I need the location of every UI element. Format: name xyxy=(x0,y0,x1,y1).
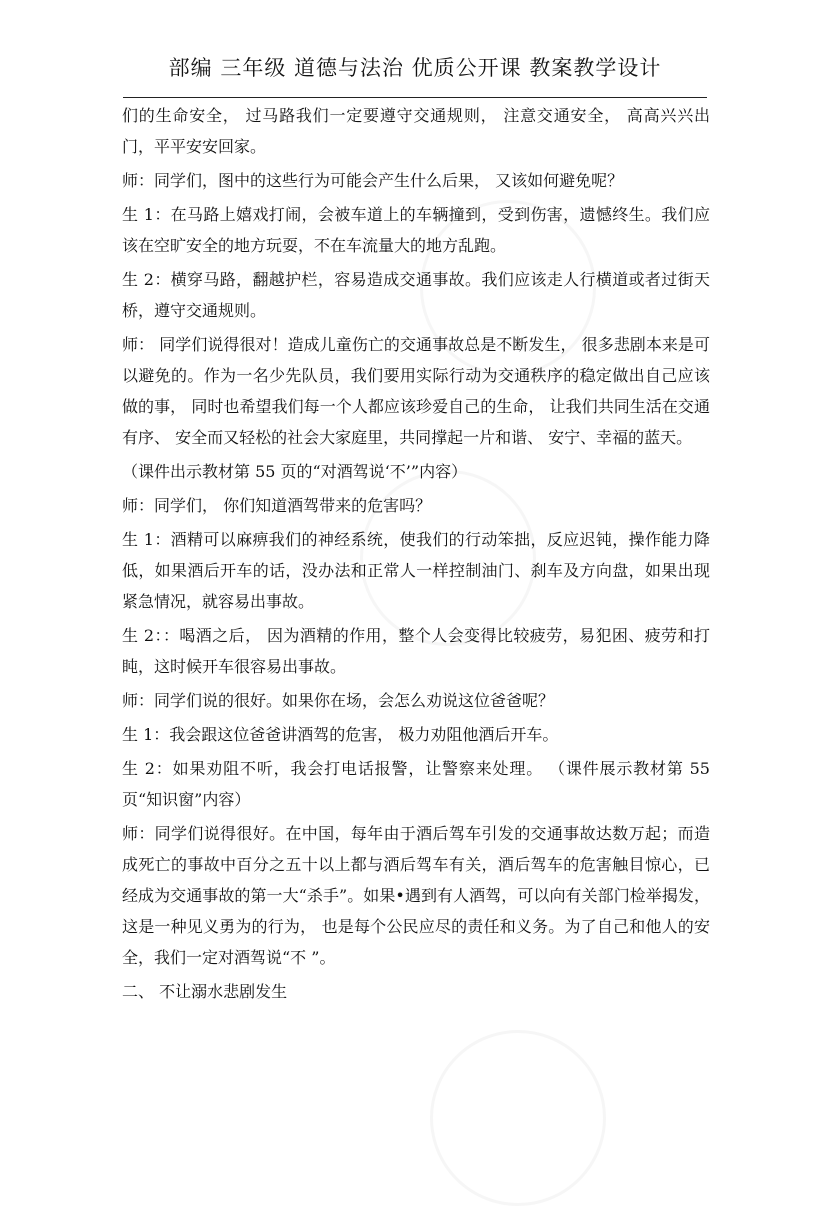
paragraph: 生 1：酒精可以麻痹我们的神经系统，使我们的行动笨拙，反应迟钝，操作能力降低，如果酒后开车的话，没办法和正常人一样控制油门、刹车及方向盘，如果出现紧急情况，就容易出事故。 xyxy=(122,530,710,611)
paragraph: 生 2：：喝酒之后， 因为酒精的作用，整个人会变得比较疲劳，易犯困、疲劳和打盹，这时候开车很容易出事故。 xyxy=(122,626,710,676)
paragraph: 师：同学们， 你们知道酒驾带来的危害吗？ xyxy=(122,496,432,515)
paragraph: 生 2：如果劝阻不听，我会打电话报警，让警察来处理。 （课件展示教材第 55 页“知识窗”内容） xyxy=(122,759,710,809)
paragraph: 们的生命安全， 过马路我们一定要遵守交通规则， 注意交通安全， 高高兴兴出门，平平安安回家。 xyxy=(122,106,710,156)
paragraph: 生 1：我会跟这位爸爸讲酒驾的危害， 极力劝阻他酒后开车。 xyxy=(122,725,559,744)
paragraph: 师： 同学们说得很对！造成儿童伤亡的交通事故总是不断发生， 很多悲剧本来是可以避免的。作为一名少先队员，我们要用实际行动为交通秩序的稳定做出自己应该做的事， 同时也希望我们每一个人都应该珍爱自己的生命， 让我们共同生活在交通有序、 安全而又轻松的社会大家庭里，共同撑起一片和谐、 安宁、幸福的蓝天。 xyxy=(122,335,710,447)
paragraph: 生 2：横穿马路，翻越护栏，容易造成交通事故。我们应该走人行横道或者过街天桥，遵守交通规则。 xyxy=(122,270,710,320)
watermark-stamp xyxy=(430,1030,606,1206)
paragraph: （课件出示教材第 55 页的“对酒驾说‘不’”内容） xyxy=(122,462,468,481)
header-rule xyxy=(123,97,707,98)
paragraph: 师：同学们说得很好。在中国，每年由于酒后驾车引发的交通事故达数万起；而造成死亡的事故中百分之五十以上都与酒后驾车有关，酒后驾车的危害触目惊心，已经成为交通事故的第一大“杀手”。如果•遇到有人酒驾，可以向有关部门检举揭发，这是一种见义勇为的行为， 也是每个公民应尽的责任和义务。为了自己和他人的安全，我们一定对酒驾说“不 ”。 xyxy=(122,824,710,967)
paragraph: 师：同学们说的很好。如果你在场，会怎么劝说这位爸爸呢？ xyxy=(122,691,555,710)
section-heading: 二、 不让溺水悲剧发生 xyxy=(122,982,288,1001)
paragraph: 师：同学们，图中的这些行为可能会产生什么后果， 又该如何避免呢？ xyxy=(122,171,624,190)
page-header-title: 部编 三年级 道德与法治 优质公开课 教案教学设计 xyxy=(168,56,662,80)
document-body xyxy=(122,100,710,1007)
paragraph: 生 1：在马路上嬉戏打闹，会被车道上的车辆撞到，受到伤害，遗憾终生。我们应该在空旷安全的地方玩耍，不在车流量大的地方乱跑。 xyxy=(122,205,710,255)
